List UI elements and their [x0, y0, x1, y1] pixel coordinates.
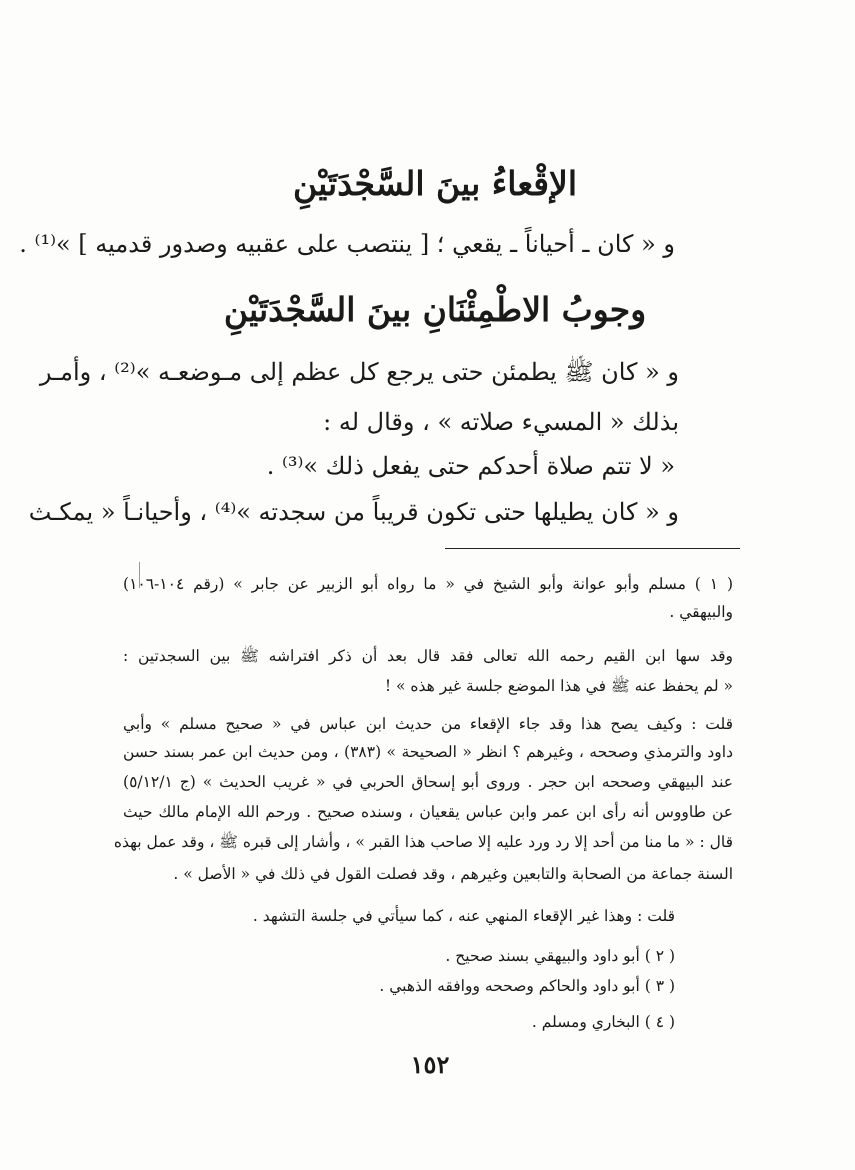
footnote-line: قلت : وهذا غير الإقعاء المنهي عنه ، كما سيأتي في جلسة التشهد . [252, 907, 675, 925]
section-title-itmienan: وجوبُ الاطْمِئْنَانِ بينَ السَّجْدَتَيْنِ [223, 290, 647, 329]
footnote-2: ( ٢ ) أبو داود والبيهقي بسند صحيح . [445, 947, 675, 965]
footnote-line: « لم يحفظ عنه ﷺ في هذا الموضع جلسة غير هذه » ! [384, 677, 733, 695]
footnote-line: داود والترمذي وصححه ، وغيرهم ؟ انظر « الصحيحة » (٣٨٣) ، ومن حديث ابن عمر بسند حسن [123, 743, 733, 761]
footnote-line: قال : « ما منا من أحد إلا رد ورد عليه إلا صاحب هذا القبر » ، وأشار إلى قبره ﷺ ، وقد عمل بهذه [113, 833, 733, 851]
footnote-separator [445, 548, 740, 549]
page-number: ١٥٢ [410, 1050, 450, 1079]
footnote-line: ( ١ ) مسلم وأبو عوانة وأبو الشيخ في « ما رواه أبو الزبير عن جابر » (رقم ١٠٤-١٠٦) [123, 575, 733, 593]
footnote-line: السنة جماعة من الصحابة والتابعين وغيرهم ، وقد فصلت القول في ذلك في « الأصل » . [173, 865, 733, 883]
footnote-3: ( ٣ ) أبو داود والحاكم وصححه ووافقه الذهبي . [379, 977, 675, 995]
footnote-line: والبيهقي . [669, 603, 733, 621]
footnote-4: ( ٤ ) البخاري ومسلم . [531, 1013, 675, 1031]
body-line: بذلك « المسيء صلاته » ، وقال له : [323, 408, 679, 436]
footnote-line: وقد سها ابن القيم رحمه الله تعالى فقد قال بعد أن ذكر افتراشه ﷺ بين السجدتين : [123, 647, 733, 665]
footnote-line: قلت : وكيف يصح هذا وقد جاء الإقعاء من حديث ابن عباس في « صحيح مسلم » وأبي [123, 715, 733, 733]
body-line: و « كان ﷺ يطمئن حتى يرجع كل عظم إلى مـوضعـه »⁽²⁾ ، وأمـر [39, 358, 679, 386]
body-line: و « كان ـ أحياناً ـ يقعي ؛ [ ينتصب على عقبيه وصدور قدميه ] »⁽¹⁾ . [19, 230, 675, 258]
section-title-iqaa: الإقْعاءُ بينَ السَّجْدَتَيْنِ [292, 164, 578, 203]
footnote-line: عن طاووس أنه رأى ابن عمر وابن عباس يقعيان ، وسنده صحيح . ورحم الله الإمام مالك حيث [123, 803, 733, 821]
footnote-line: عند البيهقي وصححه ابن حجر . وروى أبو إسحاق الحربي في « غريب الحديث » (ج ٥/١٢/١) [123, 773, 733, 791]
body-line: و « كان يطيلها حتى تكون قريباً من سجدته »⁽⁴⁾ ، وأحيانـاً « يمكـث [28, 498, 679, 526]
body-line: « لا تتم صلاة أحدكم حتى يفعل ذلك »⁽³⁾ . [266, 452, 675, 480]
